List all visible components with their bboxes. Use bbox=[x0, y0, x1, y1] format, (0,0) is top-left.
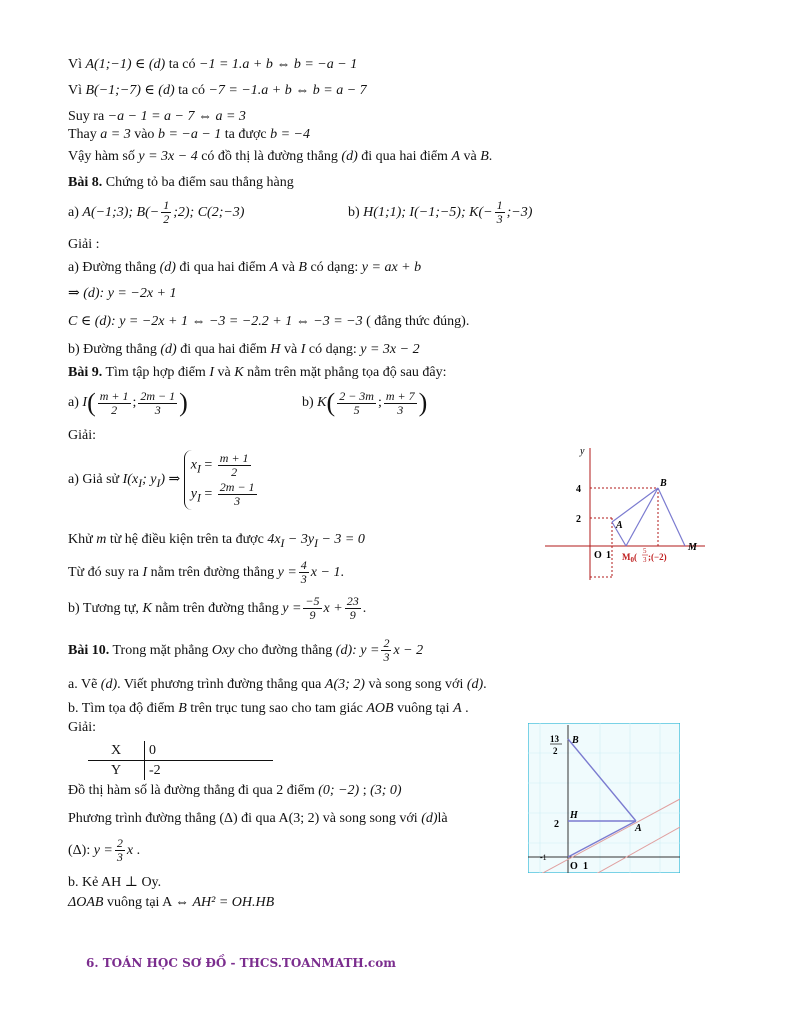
sol10-e: (Δ): y = $\frac{2}{3}$ x . bbox=[68, 836, 141, 865]
m0-tail: ;(−2) bbox=[648, 552, 667, 562]
fraction: $\frac{1}{3}$ bbox=[496, 198, 503, 227]
table-cell: 0 bbox=[145, 741, 274, 761]
point-label: H bbox=[570, 810, 578, 821]
equation-system: $x_I$ = $\frac{m + 1}{2}$ $y_I$ = $\frac{2m - 1}{3}$ bbox=[184, 450, 259, 510]
figure-2 bbox=[528, 723, 680, 873]
origin-label: O bbox=[594, 550, 602, 561]
page-number: 6 bbox=[86, 956, 95, 970]
fraction: $\frac{1}{2}$ bbox=[163, 198, 170, 227]
sol9-a: a) Giả sử $I(x_I$; $y_I$) ⇒ $x_I$ = $\frac{m + 1}{2}$ $y_I$ = $\frac{2m - 1}{3}$ bbox=[68, 450, 259, 510]
line-2: Vì B(−1;−7) ∈ (d) ta có −7 = −1.a + b ⇔ b = a − 7 bbox=[68, 83, 367, 98]
sol10-f: b. Kẻ AH ⊥ Oy. bbox=[68, 875, 162, 890]
origin-label: O bbox=[570, 861, 578, 872]
giai-1: Giải : bbox=[68, 237, 100, 252]
giai-3: Giải: bbox=[68, 720, 96, 735]
sol10-c: Đồ thị hàm số là đường thẳng đi qua 2 điểm (0; −2) ; (3; 0) bbox=[68, 783, 402, 798]
bai8-a: a) A(−1;3); B(− $\frac{1}{2}$ ;2); C(2;−3) bbox=[68, 198, 245, 227]
m0-label: $M_0$( bbox=[622, 552, 637, 564]
point-label: B bbox=[660, 478, 667, 489]
value-table bbox=[88, 741, 273, 780]
tick-label: 1 bbox=[583, 861, 588, 872]
bai8-heading: Bài 8. Chứng tỏ ba điểm sau thẳng hàng bbox=[68, 175, 294, 190]
line-4: Thay a = 3 vào b = −a − 1 ta được b = −4 bbox=[68, 127, 310, 142]
bai9-a: a) I( $\frac{m + 1}{2}$ ; $\frac{2m - 1}{3}$ ) bbox=[68, 388, 188, 417]
table-cell: Y bbox=[110, 763, 122, 778]
footer bbox=[86, 956, 396, 970]
m0-frac-num: 5 bbox=[643, 547, 647, 555]
sol8-b: b) Đường thẳng (d) đi qua hai điểm H và I có dạng: y = 3x − 2 bbox=[68, 342, 420, 357]
figure-frame bbox=[528, 723, 680, 873]
point-label: A bbox=[616, 520, 623, 531]
sol9-b: Khử m từ hệ điều kiện trên ta được $4x_I - 3y_I - 3 = 0$ bbox=[68, 532, 365, 550]
tick-label: 4 bbox=[576, 484, 581, 495]
tick-label: 2 bbox=[553, 746, 558, 756]
tick-label: 2 bbox=[576, 514, 581, 525]
sol9-d: b) Tương tự, K nằm trên đường thẳng y = $\frac{-5}{9}$ x + $\frac{23}{9}$ . bbox=[68, 594, 367, 623]
sol10-d: Phương trình đường thẳng (Δ) đi qua A(3; 2) và song song với (d)là bbox=[68, 811, 448, 826]
bai8-b: b) H(1;1); I(−1;−5); K(− $\frac{1}{3}$ ;−3) bbox=[348, 198, 533, 227]
line-5: Vậy hàm số y = 3x − 4 có đồ thị là đường thẳng (d) đi qua hai điểm A và B. bbox=[68, 149, 493, 164]
figure-1 bbox=[540, 440, 710, 585]
bai9-b: b) K( $\frac{2 - 3m}{5}$ ; $\frac{m + 7}{3}$ ) bbox=[302, 388, 428, 417]
line-3: Suy ra −a − 1 = a − 7 ⇔ a = 3 bbox=[68, 109, 246, 124]
sol10-g: ΔOAB vuông tại A ⇔ AH² = OH.HB bbox=[68, 895, 275, 910]
giai-2: Giải: bbox=[68, 428, 96, 443]
sol8-a1: a) Đường thẳng (d) đi qua hai điểm A và B có dạng: y = ax + b bbox=[68, 260, 422, 275]
line-1: Vì A(1;−1) ∈ (d) ta có −1 = 1.a + b ⇔ b = −a − 1 bbox=[68, 57, 358, 72]
segment-AB bbox=[612, 488, 658, 522]
sol10-b: b. Tìm tọa độ điểm B trên trục tung sao cho tam giác AOB vuông tại A . bbox=[68, 701, 469, 716]
tick-label: -1 bbox=[540, 853, 547, 862]
sol8-a3: C ∈ (d): y = −2x + 1 ⇔ −3 = −2.2 + 1 ⇔ −3 = −3 ( đẳng thức đúng). bbox=[68, 314, 470, 329]
sol8-a2: ⇒ (d): y = −2x + 1 bbox=[68, 286, 177, 301]
footer-text: . TOÁN HỌC SƠ ĐỒ - THCS.TOANMATH.com bbox=[94, 956, 396, 970]
segment-BM0 bbox=[626, 488, 658, 546]
point-label: M bbox=[688, 542, 697, 553]
point-label: A bbox=[635, 823, 642, 834]
table-cell: -2 bbox=[145, 761, 274, 781]
table-cell: X bbox=[88, 741, 145, 761]
segment-BM bbox=[658, 488, 685, 546]
sol10-a: a. Vẽ (d). Viết phương trình đường thẳng qua A(3; 2) và song song với (d). bbox=[68, 677, 487, 692]
m0-frac-den: 3 bbox=[643, 556, 647, 564]
sol9-c: Từ đó suy ra I nằm trên đường thẳng y = $\frac{4}{3}$ x − 1. bbox=[68, 558, 344, 587]
tick-label: 1 bbox=[606, 550, 611, 561]
bai9-heading: Bài 9. Tìm tập hợp điểm I và K nằm trên mặt phẳng tọa độ sau đây: bbox=[68, 365, 447, 380]
point-label: B bbox=[572, 735, 579, 746]
y-label: y bbox=[580, 446, 585, 457]
bai10-heading: Bài 10. Trong mặt phẳng Oxy cho đường thẳng (d): y = $\frac{2}{3}$ x − 2 bbox=[68, 636, 424, 665]
tick-label: 13 bbox=[550, 734, 559, 744]
tick-label: 2 bbox=[554, 819, 559, 830]
